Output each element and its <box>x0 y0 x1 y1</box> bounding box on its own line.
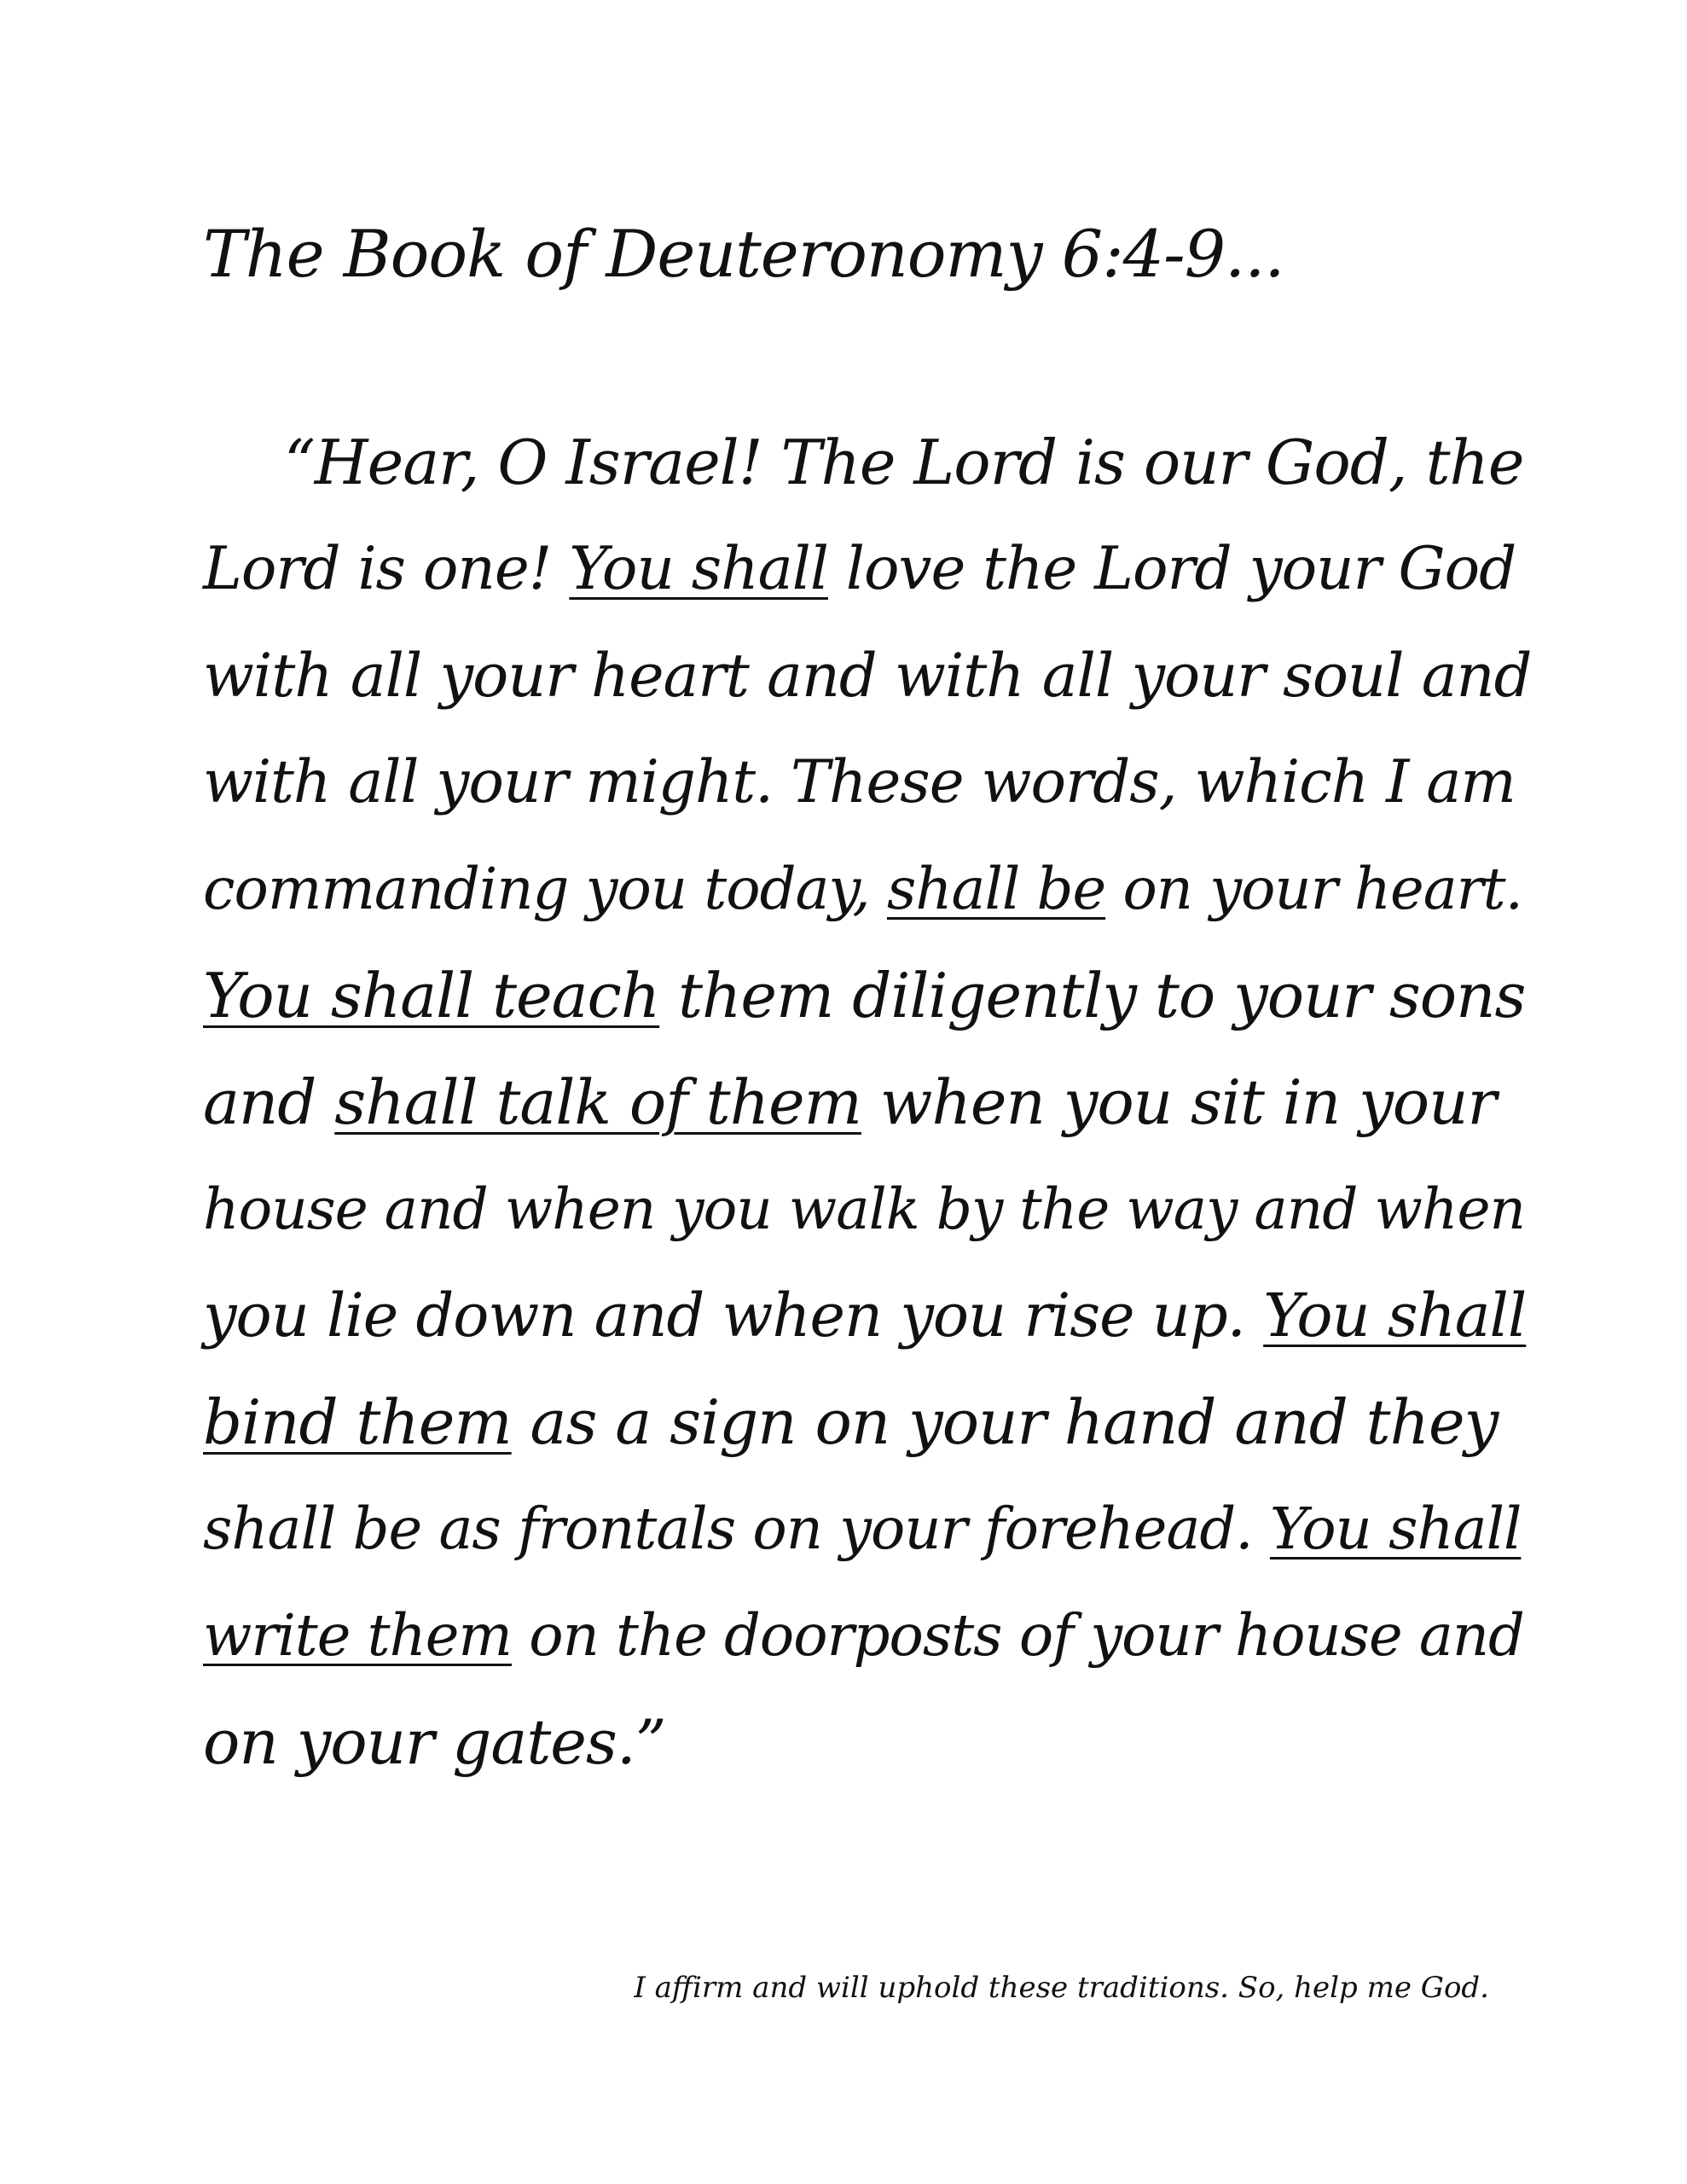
text-segment: you lie down and when you rise up. <box>203 1281 1264 1350</box>
text-segment: with all your heart and with all your soul and <box>203 641 1532 711</box>
underlined-phrase: You shall <box>569 535 828 603</box>
scripture-line <box>203 1263 1533 1369</box>
underlined-phrase: shall talk of them <box>334 1066 861 1138</box>
text-segment: with all your might. These words, which I am <box>203 748 1516 816</box>
underlined-phrase: write them <box>203 1602 512 1669</box>
text-segment: when you sit in your <box>861 1066 1496 1138</box>
scripture-line <box>203 410 1533 516</box>
underlined-phrase: bind them <box>203 1386 512 1458</box>
text-segment: commanding you today, <box>203 856 887 922</box>
underlined-phrase: shall be <box>886 856 1106 922</box>
scripture-line <box>203 623 1533 729</box>
underlined-phrase: You shall <box>1269 1496 1522 1562</box>
text-segment: on your heart. <box>1105 856 1522 922</box>
text-segment: and <box>203 1066 335 1138</box>
text-segment: love the Lord your God <box>827 535 1516 603</box>
text-segment: “Hear, O Israel! The Lord is our God, the <box>284 427 1524 498</box>
affirmation-statement: I affirm and will uphold these traditions. So, help me God. <box>634 1971 1489 2005</box>
text-segment: as a sign on your hand and they <box>511 1386 1499 1458</box>
text-segment: on your gates.” <box>203 1706 666 1778</box>
scripture-line <box>203 1476 1533 1583</box>
scripture-line <box>203 1156 1533 1263</box>
text-segment: Lord is one! <box>203 535 570 603</box>
text-segment: on the doorposts of your house and <box>511 1602 1524 1669</box>
scripture-line <box>203 943 1533 1049</box>
scripture-line <box>203 516 1533 623</box>
underlined-phrase: You shall teach <box>203 960 660 1031</box>
scripture-line <box>203 1049 1533 1156</box>
text-segment: shall be as frontals on your forehead. <box>203 1496 1270 1562</box>
scripture-line <box>203 1689 1533 1796</box>
scripture-line <box>203 729 1533 836</box>
scripture-passage <box>203 410 1533 1796</box>
scripture-line <box>203 1369 1533 1476</box>
scripture-line <box>203 836 1533 943</box>
text-segment: them diligently to your sons <box>659 960 1526 1031</box>
page-title: The Book of Deuteronomy 6:4-9... <box>203 216 1284 292</box>
scripture-line <box>203 1583 1533 1689</box>
text-segment: house and when you walk by the way and when <box>203 1176 1526 1242</box>
underlined-phrase: You shall <box>1263 1281 1527 1350</box>
